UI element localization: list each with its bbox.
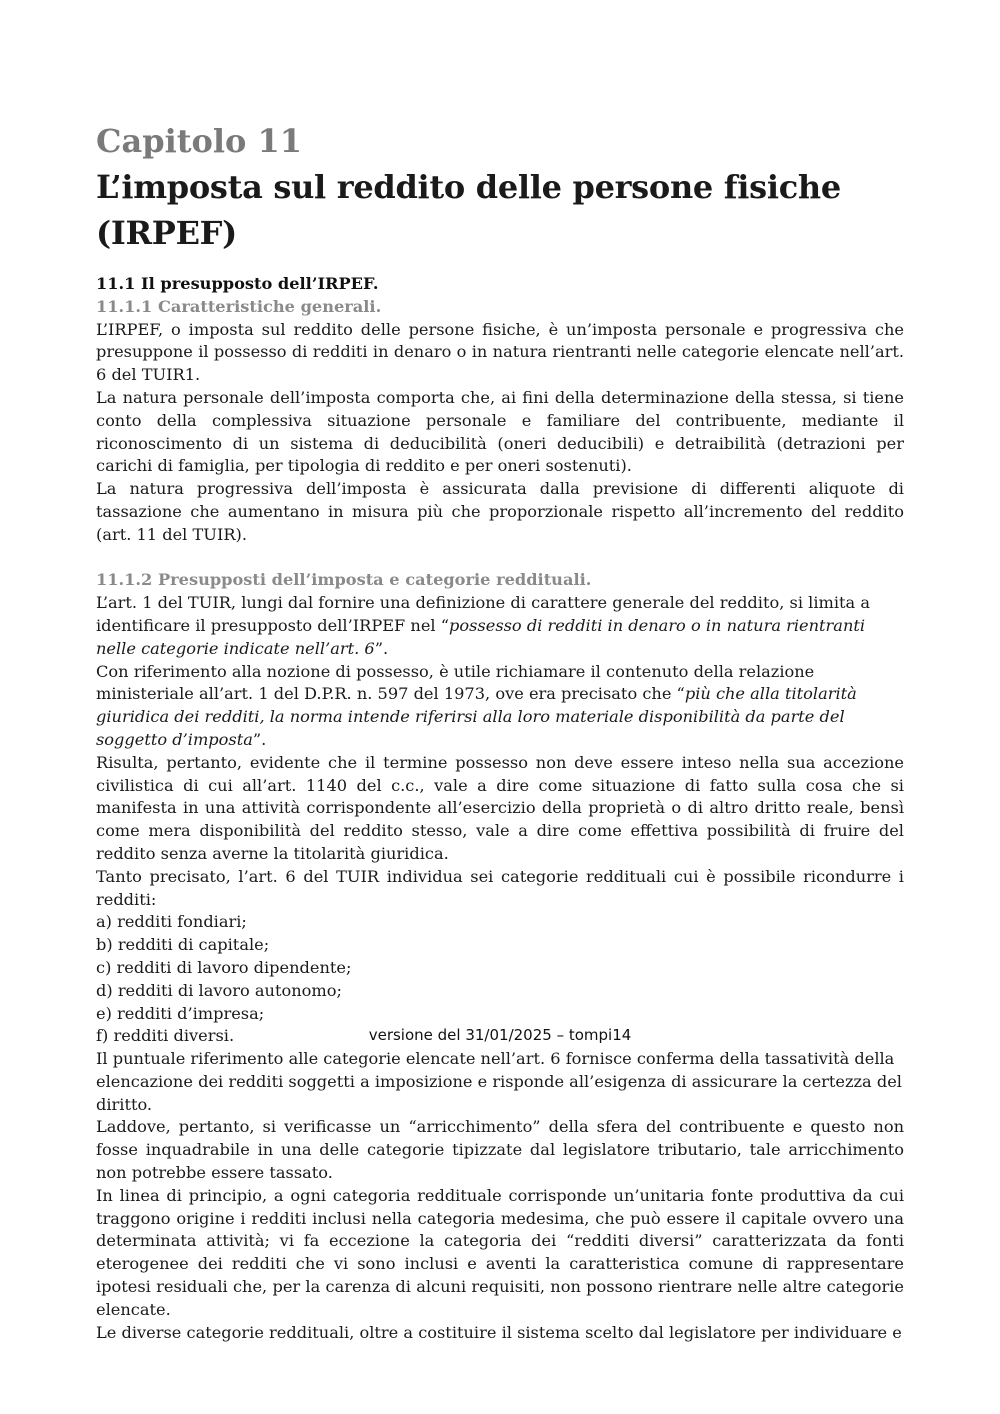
paragraph [96,592,904,660]
paragraph: Il puntuale riferimento alle categorie elencate nell’art. 6 fornisce conferma della tassatività della elencazione dei redditi soggetti a imposizione e risponde all’esigenza di assicurare la certezza del diritto. [96,1049,902,1114]
paragraph: La natura progressiva dell’imposta è assicurata dalla previsione di differenti aliquote di tassazione che aumentano in misura più che proporzionale rispetto all’incremento del reddito (art. 11 del TUIR). [96,479,904,544]
list-item: c) redditi di lavoro dipendente; [96,957,352,977]
list-item: f) redditi diversi. [96,1026,235,1046]
quoted-text: più che alla titolarità giuridica dei redditi, la norma intende riferirsi alla loro materiale disponibilità da parte del soggetto d’imposta [96,684,857,749]
chapter-header [96,118,904,256]
chapter-label: Capitolo 11 [96,122,303,160]
subsection-title-categories: 11.1.2 Presupposti dell’imposta e categorie reddituali. [96,570,592,590]
paragraph: L’IRPEF, o imposta sul reddito delle persone fisiche, è un’imposta personale e progressiva che presuppone il possesso di redditi in denaro o in natura rientranti nelle categorie elencate nell’art. 6 del TUIR1. [96,319,904,385]
text-run: Con riferimento alla nozione di possesso, è utile richiamare il contenuto della relazione ministeriale all’art. 1 del D.P.R. n. 597 del 1973, ove era precisato che “ [96,661,815,704]
paragraph: Le diverse categorie reddituali, oltre a costituire il sistema scelto dal legislatore per individuare e [96,1322,902,1342]
paragraph [96,661,904,752]
document-body [96,273,904,1344]
subsection-title-general: 11.1.1 Caratteristiche generali. [96,296,382,316]
paragraph: Laddove, pertanto, si verificasse un “arricchimento” della sfera del contribuente e questo non fosse inquadrabile in una delle categorie tipizzate dal legislatore tributario, tale arricchimento non potrebbe essere tassato. [96,1117,904,1183]
list-item: e) redditi d’impresa; [96,1003,265,1023]
chapter-title: L’imposta sul reddito delle persone fisiche (IRPEF) [96,168,841,252]
list-item: d) redditi di lavoro autonomo; [96,980,342,1000]
paragraph: Tanto precisato, l’art. 6 del TUIR individua sei categorie reddituali cui è possibile ricondurre i redditi: [96,866,904,909]
paragraph: Risulta, pertanto, evidente che il termine possesso non deve essere inteso nella sua accezione civilistica di cui all’art. 1140 del c.c., vale a dire come situazione di fatto sulla cosa che si manifesta in una attività corrispondente all’esercizio della proprietà o di altro dritto reale, bensì come mera disponibilità del reddito stesso, vale a dire come effettiva possibilità di fruire del reddito senza averne la titolarità giuridica. [96,752,904,863]
text-run: L’art. 1 del TUIR, lungi dal fornire una definizione di carattere generale del reddito, si limita a identificare il presupposto dell’IRPEF nel “ [96,593,870,635]
paragraph: La natura personale dell’imposta comporta che, ai fini della determinazione della stessa, si tiene conto della complessiva situazione personale e familiare del contribuente, mediante il riconoscimento di un sistema di deducibilità (oneri deducibili) e detraibilità (detrazioni per carichi di famiglia, per tipologia di reddito e per oneri sostenuti). [96,387,904,476]
paragraph: In linea di principio, a ogni categoria reddituale corrisponde un’unitaria fonte produttiva da cui traggono origine i redditi inclusi nella categoria medesima, che può essere il capitale ovvero una determinata attività; vi fa eccezione la categoria dei “redditi diversi” caratterizzata da fonti eterogenee dei redditi che vi sono inclusi e aventi la caratteristica comune di rappresentare ipotesi residuali che, per la carenza di alcuni requisiti, non possono rientrare nelle altre categorie elencate. [96,1185,904,1319]
list-item: b) redditi di capitale; [96,935,270,955]
quoted-text: possesso di redditi in denaro o in natura rientranti nelle categorie indicate nell’art. 6 [96,615,866,658]
text-run: ”. [374,638,389,658]
text-run: ”. [252,729,267,749]
page-footer: versione del 31/01/2025 – tompi14 [368,1026,632,1044]
list-item: a) redditi fondiari; [96,912,247,932]
section-title: 11.1 Il presupposto dell’IRPEF. [96,274,379,293]
spacer [96,547,904,570]
